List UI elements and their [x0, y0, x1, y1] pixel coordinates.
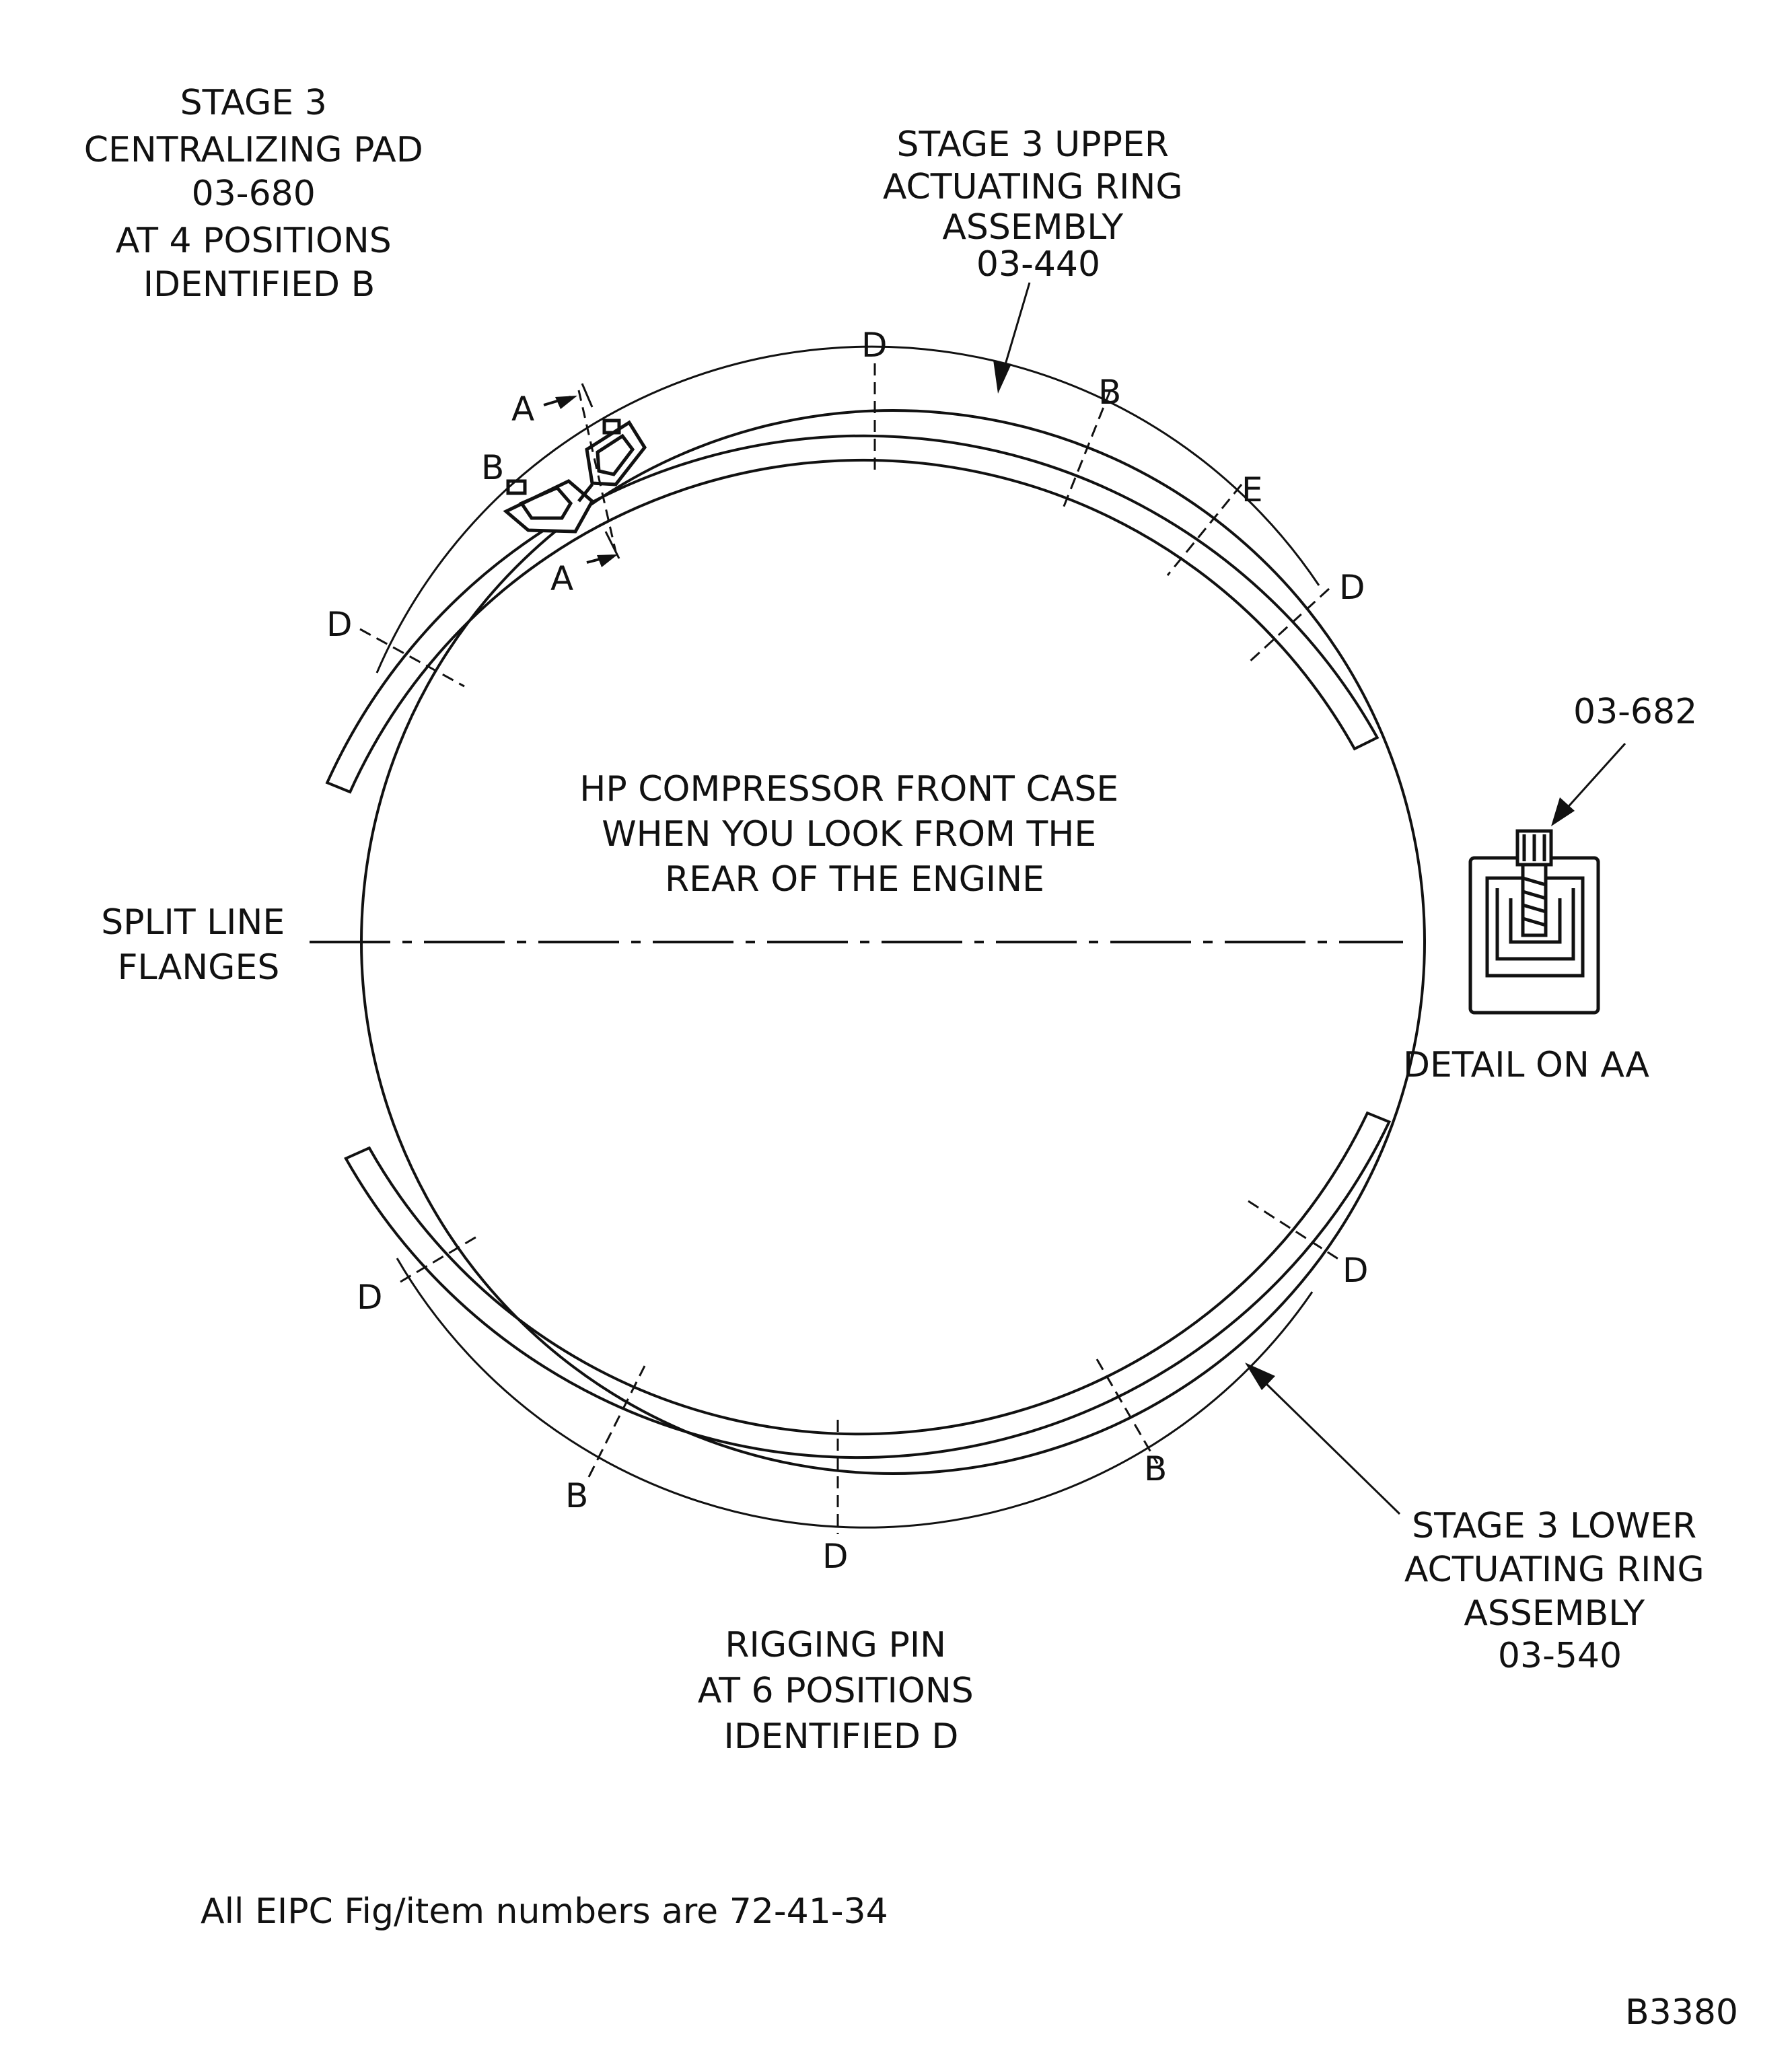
section-marker-a-bottom: A	[550, 559, 574, 598]
marker-d-left-lower: D	[357, 1278, 383, 1317]
marker-d-right-upper: D	[1339, 568, 1365, 607]
pad-marker-b: B	[481, 448, 505, 487]
detail-part-leader	[1551, 744, 1625, 826]
footnote: All EIPC Fig/item numbers are 72-41-34	[201, 1891, 888, 1932]
section-marker-a-top: A	[511, 390, 535, 429]
marker-b-lower-left: B	[565, 1476, 589, 1515]
split-line-label: SPLIT LINE FLANGES	[101, 902, 285, 988]
upper-ring-label: STAGE 3 UPPER ACTUATING RING ASSEMBLY 03-440	[882, 124, 1183, 285]
upper-ring-leader	[993, 283, 1030, 394]
lower-ring-label: STAGE 3 LOWER ACTUATING RING ASSEMBLY 03-540	[1404, 1506, 1705, 1676]
lower-ring-leader	[1245, 1363, 1400, 1514]
figure-id: B3380	[1625, 1992, 1739, 2033]
detail-aa-view	[1470, 831, 1598, 1013]
rigging-pin-label: RIGGING PIN AT 6 POSITIONS IDENTIFIED D	[697, 1625, 974, 1757]
marker-e: E	[1242, 470, 1263, 509]
marker-b-upper-right: B	[1098, 373, 1122, 412]
detail-part-number: 03-682	[1573, 692, 1698, 732]
marker-d-bottom: D	[822, 1537, 849, 1576]
marker-d-top: D	[861, 326, 888, 365]
marker-d-left-upper: D	[326, 605, 353, 644]
marker-d-right-lower: D	[1342, 1251, 1369, 1290]
marker-b-lower-right: B	[1144, 1449, 1168, 1488]
upper-actuating-ring	[327, 436, 1377, 792]
case-caption: HP COMPRESSOR FRONT CASE WHEN YOU LOOK FROM THE REAR OF THE ENGINE	[579, 769, 1119, 900]
detail-caption: DETAIL ON AA	[1403, 1045, 1649, 1085]
pad-title-label: STAGE 3 CENTRALIZING PAD 03-680 AT 4 POSITIONS IDENTIFIED B	[83, 83, 423, 305]
lower-actuating-ring	[346, 1113, 1389, 1457]
